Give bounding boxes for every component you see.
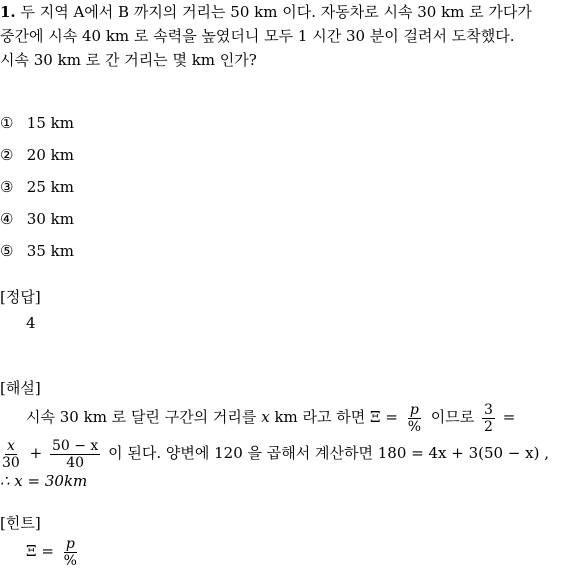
- explanation-plus: +: [29, 444, 43, 462]
- choice-1-text: 15 km: [26, 114, 74, 132]
- question-text-1: 두 지역 A에서 B 까지의 거리는 50 km 이다. 자동차로 시속 30 km 로 가다가: [20, 3, 532, 21]
- question-number: 1.: [0, 3, 16, 21]
- hint-formula: [26, 534, 82, 569]
- choice-5-text: 35 km: [26, 242, 74, 260]
- fraction-p-over-percent: [406, 402, 423, 435]
- explanation-text-c: 이므로: [430, 408, 475, 426]
- fraction-denominator: %: [63, 552, 77, 569]
- choice-1-mark: ①: [0, 114, 14, 132]
- explanation-line-1: [26, 400, 515, 435]
- fraction-denominator: 30: [2, 454, 20, 471]
- fraction-x-over-30: [0, 438, 22, 471]
- fraction-50-minus-x-over-40: [50, 438, 100, 471]
- question-line-3: 시속 30 km 로 간 거리는 몇 km 인가?: [0, 51, 257, 69]
- explanation-text-2: 이 된다. 양변에 120 을 곱해서 계산하면 180 = 4x + 3(50 − x) ,: [108, 444, 550, 462]
- hint-fraction: [62, 536, 79, 569]
- choice-3[interactable]: [0, 177, 74, 197]
- question-line-1: [0, 2, 532, 22]
- choice-5-mark: ⑤: [0, 242, 14, 260]
- fraction-numerator: 3: [484, 401, 493, 418]
- explanation-text-b: km 라고 하면 Ξ =: [274, 408, 398, 426]
- choice-3-text: 25 km: [26, 178, 74, 196]
- choice-4-text: 30 km: [26, 210, 74, 228]
- fraction-numerator: x: [6, 437, 15, 454]
- question-line-2: 중간에 시속 40 km 로 속력을 높였더니 모두 1 시간 30 분이 걸려서 도착했다.: [0, 27, 515, 45]
- fraction-denominator: %: [407, 418, 421, 435]
- choice-1[interactable]: [0, 113, 74, 133]
- answer-value: 4: [26, 314, 36, 332]
- fraction-denominator: 40: [66, 454, 85, 471]
- choice-2[interactable]: [0, 145, 74, 165]
- hint-heading: [힌트]: [0, 514, 41, 532]
- fraction-numerator: p: [65, 535, 75, 552]
- fraction-denominator: 2: [484, 418, 493, 435]
- answer-heading: [정답]: [0, 288, 41, 306]
- explanation-line-2: [0, 436, 549, 471]
- choice-3-mark: ③: [0, 178, 14, 196]
- fraction-numerator: 50 − x: [51, 437, 99, 454]
- choice-4[interactable]: [0, 209, 74, 229]
- choice-2-mark: ②: [0, 146, 14, 164]
- choice-4-mark: ④: [0, 210, 14, 228]
- fraction-three-halves: [482, 402, 495, 435]
- explanation-text-a: 시속 30 km 로 달린 구간의 거리를: [26, 408, 257, 426]
- explanation-line-3: ∴ x = 30km: [0, 472, 88, 490]
- explanation-heading: [해설]: [0, 379, 41, 397]
- fraction-numerator: p: [409, 401, 419, 418]
- hint-lhs: Ξ =: [26, 542, 54, 560]
- explanation-equals: =: [502, 408, 516, 426]
- choice-5[interactable]: [0, 241, 74, 261]
- choice-2-text: 20 km: [26, 146, 74, 164]
- explanation-var-x: x: [261, 408, 270, 426]
